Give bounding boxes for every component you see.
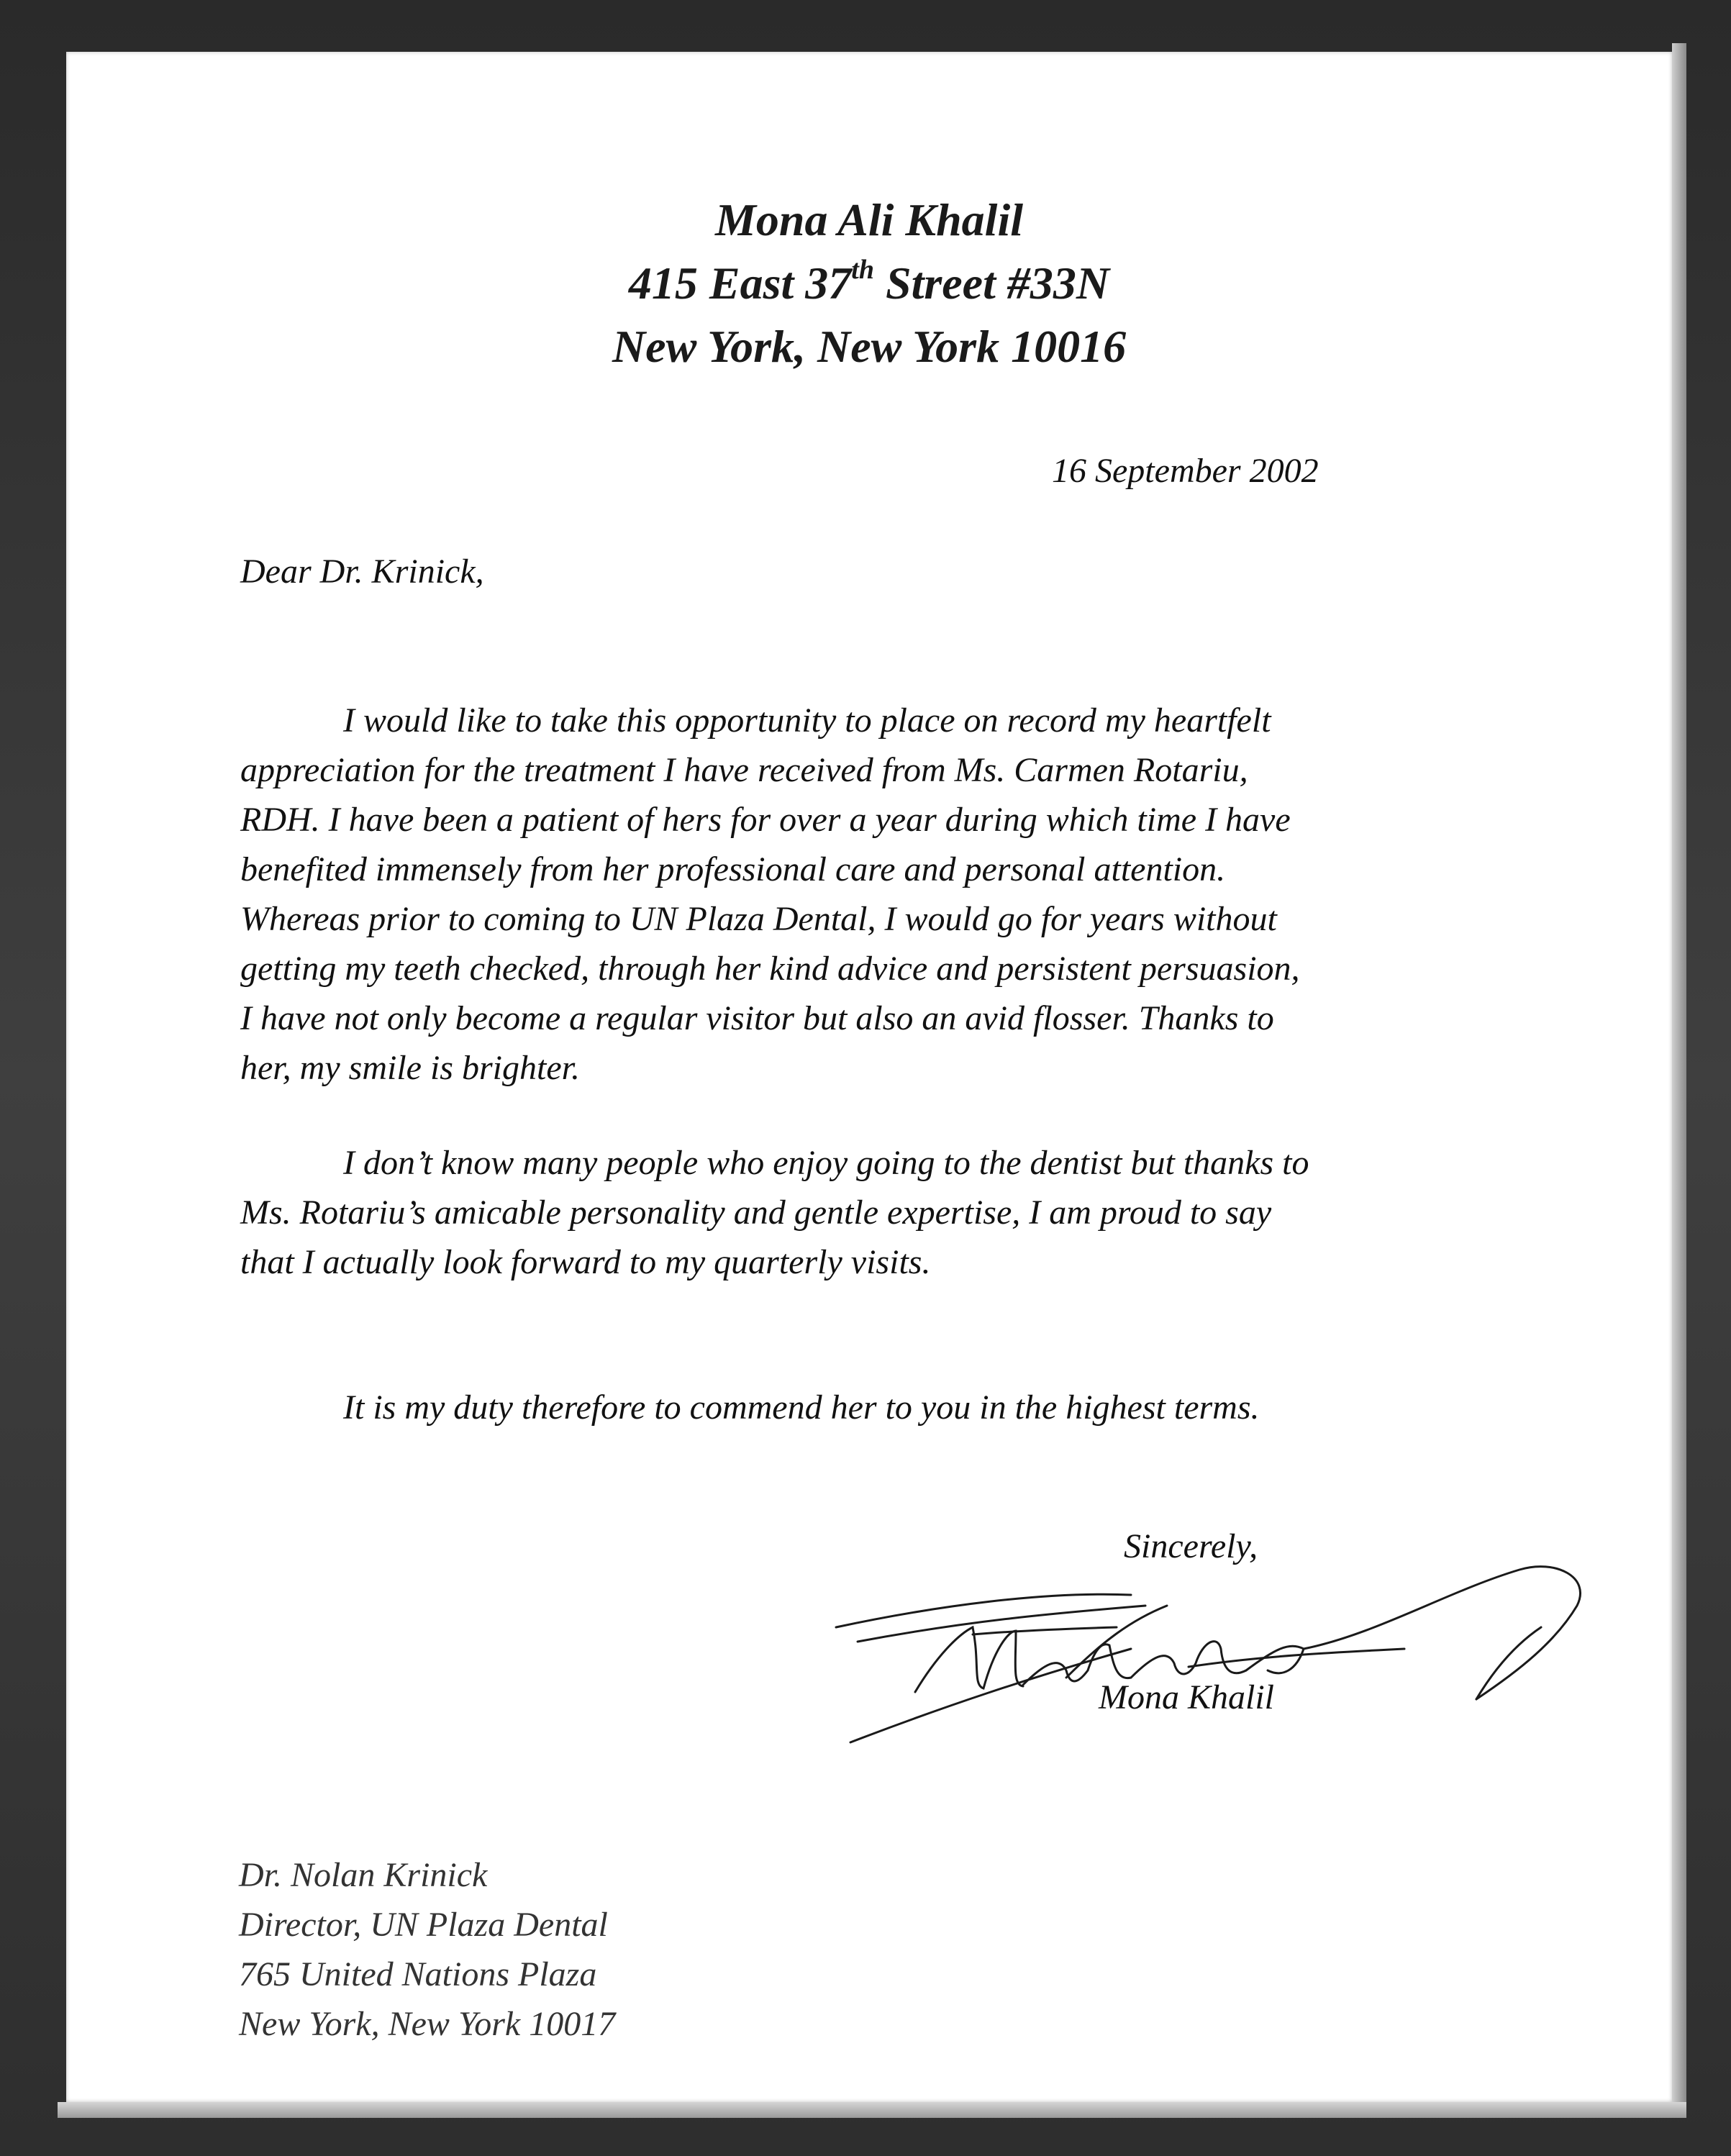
recipient-title: Director, UN Plaza Dental bbox=[239, 1906, 608, 1944]
closing: Sincerely, bbox=[1124, 1527, 1258, 1565]
letter-sheet bbox=[66, 52, 1672, 2102]
sender-street bbox=[66, 252, 1672, 315]
paragraph-line: I have not only become a regular visitor but also an avid flosser. Thanks to bbox=[240, 999, 1274, 1037]
recipient-address bbox=[239, 1850, 615, 2049]
paragraph-2 bbox=[240, 1138, 1607, 1287]
signer-name: Mona Khalil bbox=[1099, 1678, 1275, 1716]
letterhead bbox=[66, 188, 1672, 378]
paragraph-line: Ms. Rotariu’s amicable personality and gentle expertise, I am proud to say bbox=[240, 1193, 1272, 1232]
paragraph-line: that I actually look forward to my quarterly visits. bbox=[240, 1243, 931, 1281]
paragraph-3 bbox=[240, 1383, 1607, 1432]
handwritten-signature bbox=[829, 1563, 1678, 1778]
letter-date: 16 September 2002 bbox=[1052, 452, 1319, 490]
street-number: 415 East 37 bbox=[628, 258, 852, 309]
recipient-name: Dr. Nolan Krinick bbox=[239, 1856, 488, 1894]
paragraph-line: her, my smile is brighter. bbox=[240, 1049, 580, 1087]
frame-edge-bottom bbox=[58, 2102, 1686, 2118]
street-rest: Street #33N bbox=[873, 258, 1110, 309]
paragraph-1 bbox=[240, 696, 1607, 1093]
paragraph-line: I would like to take this opportunity to place on record my heartfelt bbox=[343, 701, 1271, 740]
sender-name: Mona Ali Khalil bbox=[715, 194, 1023, 245]
paragraph-line: I don’t know many people who enjoy going to the dentist but thanks to bbox=[343, 1144, 1309, 1182]
sender-city: New York, New York 10016 bbox=[612, 321, 1127, 372]
paragraph-line: appreciation for the treatment I have received from Ms. Carmen Rotariu, bbox=[240, 751, 1248, 789]
paragraph-line: Whereas prior to coming to UN Plaza Dental, I would go for years without bbox=[240, 900, 1277, 938]
recipient-city: New York, New York 10017 bbox=[239, 2005, 616, 2043]
paragraph-line: It is my duty therefore to commend her to you in the highest terms. bbox=[343, 1388, 1260, 1427]
street-ordinal: th bbox=[851, 254, 874, 285]
frame-edge-right bbox=[1672, 43, 1686, 2115]
salutation: Dear Dr. Krinick, bbox=[240, 552, 484, 591]
paragraph-line: RDH. I have been a patient of hers for over a year during which time I have bbox=[240, 801, 1291, 839]
recipient-street: 765 United Nations Plaza bbox=[239, 1955, 597, 1993]
paragraph-line: benefited immensely from her professional care and personal attention. bbox=[240, 850, 1226, 888]
paragraph-line: getting my teeth checked, through her kind advice and persistent persuasion, bbox=[240, 950, 1300, 988]
